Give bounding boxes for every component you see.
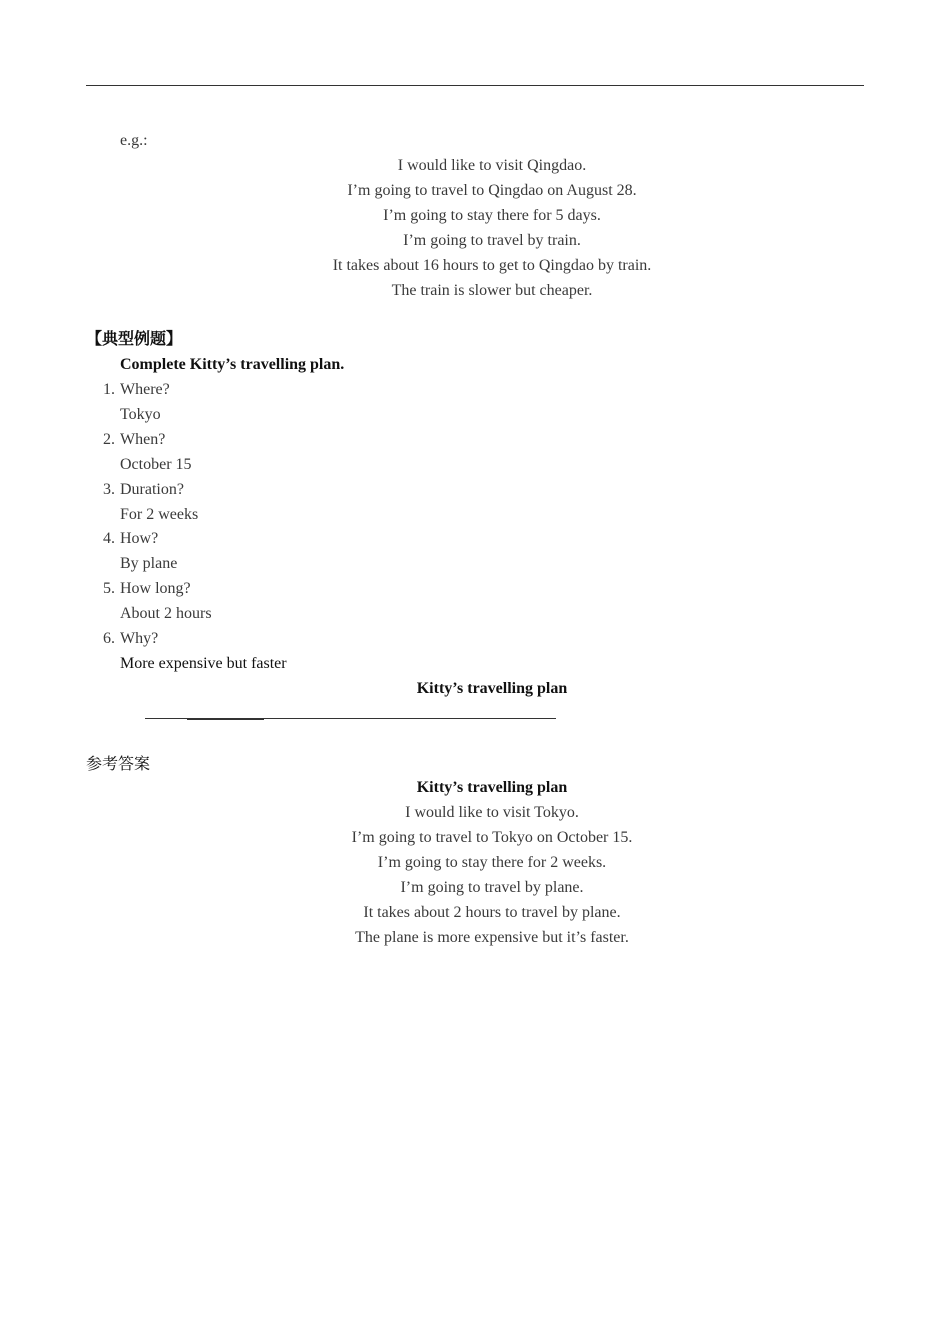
item-number: 2. [103, 431, 115, 448]
answer-blank-line-accent [187, 718, 264, 720]
answers-heading: 参考答案 [86, 754, 151, 773]
example-line: I’m going to travel by train. [403, 232, 581, 249]
item-number: 6. [103, 630, 115, 647]
plan-title: Kitty’s travelling plan [416, 680, 568, 697]
example-line: I’m going to travel to Qingdao on August 28. [347, 182, 637, 199]
item-answer: About 2 hours [120, 605, 212, 622]
item-number: 1. [103, 381, 115, 398]
item-number: 4. [103, 530, 115, 547]
answer-line: The plane is more expensive but it’s faster. [355, 929, 629, 946]
item-question: Where? [120, 381, 170, 398]
answers-title: Kitty’s travelling plan [416, 779, 568, 796]
header-rule [86, 85, 864, 86]
answer-line: I would like to visit Tokyo. [405, 804, 579, 821]
answer-line: I’m going to travel by plane. [400, 879, 584, 896]
example-line: I would like to visit Qingdao. [397, 157, 587, 174]
item-question: Why? [120, 630, 159, 647]
answer-line: I’m going to travel to Tokyo on October 15. [351, 829, 633, 846]
typical-heading: 【典型例题】 [86, 329, 183, 348]
item-question: How? [120, 530, 159, 547]
instruction: Complete Kitty’s travelling plan. [120, 356, 345, 373]
example-line: I’m going to stay there for 5 days. [383, 207, 601, 224]
item-answer: More expensive but faster [120, 655, 287, 672]
item-answer: October 15 [120, 456, 192, 473]
answer-line: I’m going to stay there for 2 weeks. [377, 854, 607, 871]
item-question: How long? [120, 580, 191, 597]
item-answer: For 2 weeks [120, 506, 199, 523]
item-question: Duration? [120, 481, 184, 498]
item-question: When? [120, 431, 166, 448]
example-line: It takes about 16 hours to get to Qingdao by train. [332, 257, 652, 274]
example-label: e.g.: [120, 132, 148, 149]
item-number: 3. [103, 481, 115, 498]
answer-line: It takes about 2 hours to travel by plane. [363, 904, 621, 921]
item-number: 5. [103, 580, 115, 597]
item-answer: By plane [120, 555, 178, 572]
item-answer: Tokyo [120, 406, 161, 423]
example-line: The train is slower but cheaper. [391, 282, 593, 299]
